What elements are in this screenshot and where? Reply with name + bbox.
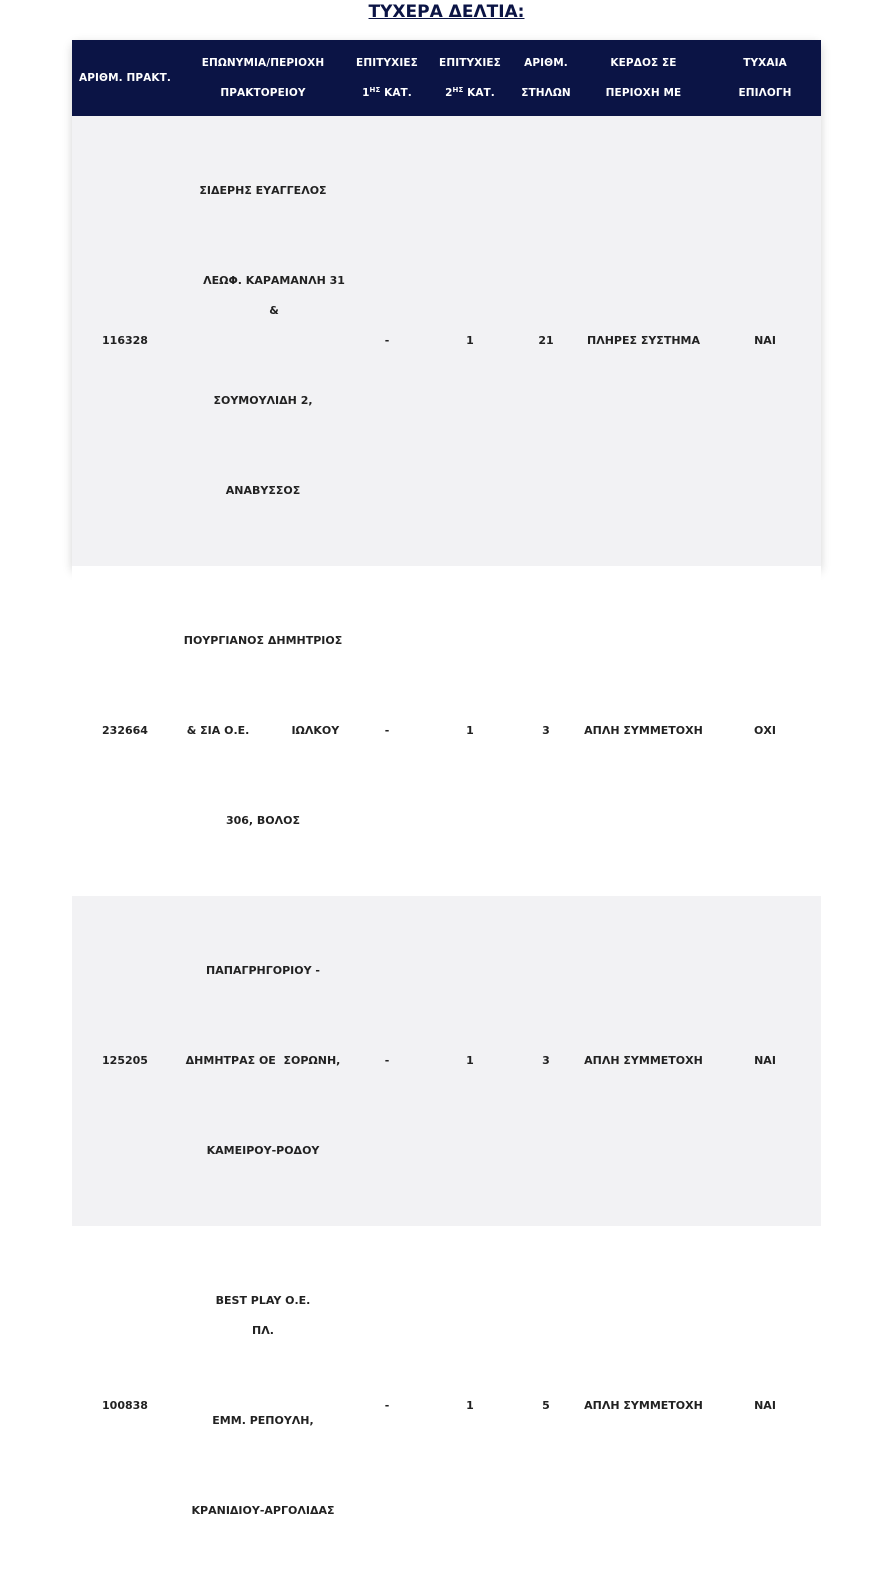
win-type-cell: ΑΠΛΗ ΣΥΜΜΕΤΟΧΗ xyxy=(584,1054,703,1067)
first-category-cell: - xyxy=(384,1054,390,1067)
second-category-cell: 1 xyxy=(466,1399,474,1412)
page-title: ΤΥΧΕΡΑ ΔΕΛΤΙΑ: xyxy=(368,2,525,22)
agent-name-cell: BEST PLAY Ο.Ε. ΠΛ. ΕΜΜ. ΡΕΠΟΥΛΗ, ΚΡΑΝΙΔΙΟΥ-ΑΡΓΟΛΙΔΑΣ xyxy=(191,1294,361,1517)
random-pick-cell: ΟΧΙ xyxy=(754,724,776,737)
agent-no-cell: 100838 xyxy=(102,1399,148,1412)
second-category-cell: 1 xyxy=(466,1054,474,1067)
columns-cell: 5 xyxy=(542,1399,550,1412)
columns-cell: 21 xyxy=(538,334,554,347)
table-row xyxy=(72,116,821,566)
win-type-cell: ΠΛΗΡΕΣ ΣΥΣΤΗΜΑ xyxy=(586,334,700,347)
table-row xyxy=(72,566,821,896)
win-type-cell: ΑΠΛΗ ΣΥΜΜΕΤΟΧΗ xyxy=(584,724,703,737)
lucky-tickets-table xyxy=(72,40,821,1586)
first-category-cell: - xyxy=(384,334,390,347)
agent-name-cell: ΣΙΔΕΡΗΣ ΕΥΑΓΓΕΛΟΣ ΛΕΩΦ. ΚΑΡΑΜΑΝΛΗ 31 & ΣΟΥΜΟΥΛΙΔΗ 2, ΑΝΑΒΥΣΣΟΣ xyxy=(199,184,349,497)
agent-name-cell: ΠΑΠΑΓΡΗΓΟΡΙΟΥ - ΔΗΜΗΤΡΑΣ ΟΕ ΣΟΡΩΝΗ, ΚΑΜΕΙΡΟΥ-ΡΟΔΟΥ xyxy=(185,964,341,1157)
second-category-cell: 1 xyxy=(466,724,474,737)
random-pick-cell: ΝΑΙ xyxy=(754,1399,776,1412)
header-agent-no: ΑΡΙΘΜ. ΠΡΑΚΤ. xyxy=(79,72,171,84)
header-random-pick: ΤΥΧΑΙΑ ΕΠΙΛΟΓΗ xyxy=(738,57,792,99)
agent-no-cell: 116328 xyxy=(102,334,148,347)
columns-cell: 3 xyxy=(542,1054,550,1067)
agent-no-cell: 232664 xyxy=(102,724,148,737)
win-type-cell: ΑΠΛΗ ΣΥΜΜΕΤΟΧΗ xyxy=(584,1399,703,1412)
table-row xyxy=(72,896,821,1226)
lucky-tickets-table-card xyxy=(72,40,821,1517)
first-category-cell: - xyxy=(384,1399,390,1412)
columns-cell: 3 xyxy=(542,724,550,737)
table-row xyxy=(72,1226,821,1586)
agent-no-cell: 125205 xyxy=(102,1054,148,1067)
header-columns: ΑΡΙΘΜ. ΣΤΗΛΩΝ xyxy=(521,57,571,99)
header-win-type: ΚΕΡΔΟΣ ΣΕ ΠΕΡΙΟΧΗ ΜΕ xyxy=(605,57,682,99)
agent-name-cell: ΠΟΥΡΓΙΑΝΟΣ ΔΗΜΗΤΡΙΟΣ & ΣΙΑ Ο.Ε. ΙΩΛΚΟΥ 306, ΒΟΛΟΣ xyxy=(183,634,343,827)
table-header-row xyxy=(72,40,821,116)
first-category-cell: - xyxy=(384,724,390,737)
random-pick-cell: ΝΑΙ xyxy=(754,1054,776,1067)
random-pick-cell: ΝΑΙ xyxy=(754,334,776,347)
header-agent-name: ΕΠΩΝΥΜΙΑ/ΠΕΡΙΟΧΗ ΠΡΑΚΤΟΡΕΙΟΥ xyxy=(201,57,325,99)
header-first-category: ΕΠΙΤΥΧΙΕΣ $1^{H\Sigma}$ ΚΑΤ. xyxy=(356,57,418,99)
second-category-cell: 1 xyxy=(466,334,474,347)
header-second-category: ΕΠΙΤΥΧΙΕΣ $2^{H\Sigma}$ ΚΑΤ. xyxy=(439,57,501,99)
